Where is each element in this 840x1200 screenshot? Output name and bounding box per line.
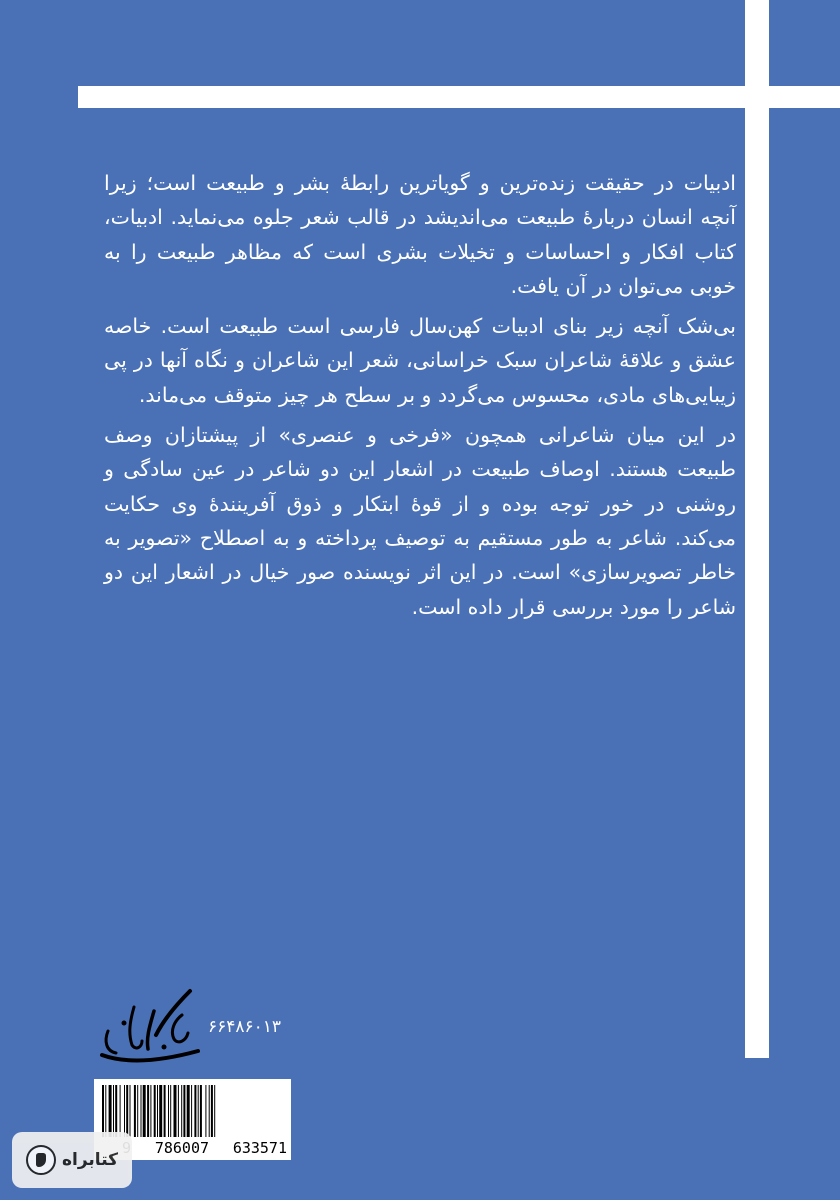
back-cover-text [104, 166, 736, 630]
barcode-bar [164, 1085, 166, 1137]
barcode-bar [198, 1085, 199, 1137]
barcode-bar [134, 1085, 136, 1137]
barcode-bar [102, 1085, 104, 1137]
barcode-bar [105, 1085, 106, 1137]
barcode-bar [115, 1085, 117, 1137]
barcode-bar [170, 1085, 171, 1137]
isbn-digits [122, 1139, 287, 1157]
barcode-bar [154, 1085, 156, 1137]
barcode-bar [126, 1085, 128, 1137]
barcode-bar [205, 1085, 206, 1137]
barcode-bar [109, 1085, 112, 1137]
barcode-bar [130, 1085, 131, 1137]
barcode-bar [178, 1085, 179, 1137]
paragraph-3: در این میان شاعرانی همچون «فرخی و عنصری» از پیشتازان وصف طبیعت هستند. اوصاف طبیعت در اشعار این دو شاعر در عین سادگی و روشنی در خور توجه بوده و از قوهٔ ابتکار و ذوق آفرینندهٔ وی حکایت می‌کند. شاعر به طور مستقیم به توصیف پرداخته و به اصطلاح «تصویر به خاطر تصویرسازی» است. در این اثر نویسنده صور خیال در اشعار این دو شاعر را مورد بررسی قرار داده است. [104, 423, 736, 619]
barcode-bar [181, 1085, 182, 1137]
ketabrah-logo-icon [26, 1145, 56, 1175]
barcode-bar [187, 1085, 190, 1137]
isbn-group-3: 633571 [232, 1139, 287, 1157]
barcode-bar [147, 1085, 149, 1137]
barcode-bar [137, 1085, 138, 1137]
barcode-bar [174, 1085, 177, 1137]
paragraph-1: ادبیات در حقیقت زنده‌ترین و گویاترین رابطهٔ بشر و طبیعت است؛ زیرا آنچه انسان دربارهٔ طبیعت می‌اندیشد در قالب شعر جلوه می‌نماید. ادبیات، کتاب افکار و احساسات و تخیلات بشری است که مظاهر طبیعت را به خوبی می‌توان در آن یافت. [104, 171, 736, 298]
badge-label: کتابراه [61, 1150, 119, 1170]
horizontal-white-bar [78, 86, 840, 108]
barcode-bar [191, 1085, 192, 1137]
barcode-bar [113, 1085, 114, 1137]
barcode-bar [157, 1085, 158, 1137]
barcode-bar [141, 1085, 142, 1137]
ketabrah-badge[interactable] [12, 1132, 132, 1188]
barcode-bar [214, 1085, 215, 1137]
publisher-logo [94, 985, 204, 1075]
barcode-bar [168, 1085, 169, 1137]
publisher-logo-icon [94, 985, 204, 1075]
barcode-bar [120, 1085, 121, 1137]
barcode-bar [200, 1085, 202, 1137]
barcode-bar [194, 1085, 196, 1137]
barcode-bar [124, 1085, 125, 1137]
phone-number: ۶۶۴۸۶۰۱۳ [208, 1017, 282, 1037]
barcode-bar [150, 1085, 151, 1137]
vertical-white-bar [745, 0, 769, 1058]
barcode-bar [209, 1085, 210, 1137]
barcode-bar [183, 1085, 185, 1137]
barcode-bar [143, 1085, 146, 1137]
isbn-group-2: 786007 [154, 1139, 210, 1157]
barcode-bar [159, 1085, 162, 1137]
barcode-bar [211, 1085, 213, 1137]
paragraph-2: بی‌شک آنچه زیر بنای ادبیات کهن‌سال فارسی است طبیعت است. خاصه عشق و علاقهٔ شاعران سبک خراسانی، شعر این شاعران و نگاه آنها در پی زیبایی‌های مادی، محسوس می‌گردد و بر سطح هر چیز متوقف می‌ماند. [104, 314, 736, 407]
